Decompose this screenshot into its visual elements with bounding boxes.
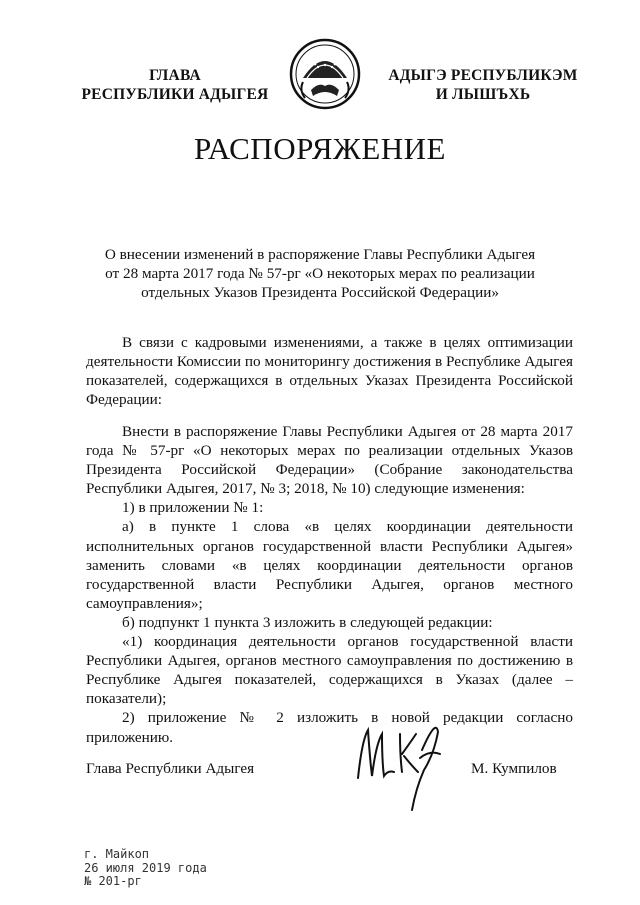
paragraph: 2) приложение № 2 изложить в новой редакции согласно приложению. xyxy=(86,709,573,746)
paragraph: Внести в распоряжение Главы Республики Адыгея от 28 марта 2017 года № 57-рг «О некоторых мерах по реализации отдельных Указов Президента Российской Федерации» (Собрание законодательства Республики Адыгея, 2017, № 3; 2018, № 10) следующие изменения: xyxy=(86,423,573,498)
subject-line: от 28 марта 2017 года № 57-рг «О некоторых мерах по реализации xyxy=(105,265,535,282)
republic-of-adygea-emblem-icon xyxy=(289,38,361,110)
paragraph: «1) координация деятельности органов государственной власти Республики Адыгея, органов местного самоуправления по достижению в Республике Адыгея показателей, содержащихся в Указах (далее – показатели); xyxy=(86,633,573,708)
preamble xyxy=(86,333,573,409)
preamble-text: В связи с кадровыми изменениями, а также в целях оптимизации деятельности Комиссии по мониторингу достижения в Республике Адыгея показателей, содержащихся в отдельных Указах Президента Российской Федерации: xyxy=(86,334,573,409)
signatory-title: Глава Республики Адыгея xyxy=(86,760,255,777)
footer-number: № 201-рг xyxy=(84,874,142,888)
footer-city: г. Майкоп xyxy=(84,847,150,861)
subject-line: О внесении изменений в распоряжение Главы Республики Адыгея xyxy=(104,246,536,263)
signatory-name: М. Кумпилов xyxy=(471,760,557,777)
header-right xyxy=(378,66,588,104)
header-left-line1: ГЛАВА xyxy=(149,67,201,84)
header-left xyxy=(70,66,280,104)
main-text xyxy=(86,422,573,747)
paragraph: а) в пункте 1 слова «в целях координации деятельности исполнительных органов государственной власти Республики Адыгея» заменить словами «в целях координации деятельности органов государственной власти Республики Адыгея, органов местного самоуправления»; xyxy=(86,518,573,612)
subject-line: отдельных Указов Президента Российской Федерации» xyxy=(141,284,499,301)
header-right-line1: АДЫГЭ РЕСПУБЛИКЭМ xyxy=(388,67,578,84)
header-left-line2: РЕСПУБЛИКИ АДЫГЕЯ xyxy=(81,86,269,103)
header-right-line2: И ЛЫШЪХЬ xyxy=(435,86,531,103)
handwritten-signature-icon xyxy=(350,710,460,820)
paragraph: 1) в приложении № 1: xyxy=(122,499,264,517)
document-type-title: РАСПОРЯЖЕНИЕ xyxy=(194,131,446,166)
footer-date: 26 июля 2019 года xyxy=(84,860,207,875)
paragraph: б) подпункт 1 пункта 3 изложить в следующей редакции: xyxy=(122,613,493,631)
document-footer xyxy=(84,848,207,889)
document-subject xyxy=(80,245,560,302)
